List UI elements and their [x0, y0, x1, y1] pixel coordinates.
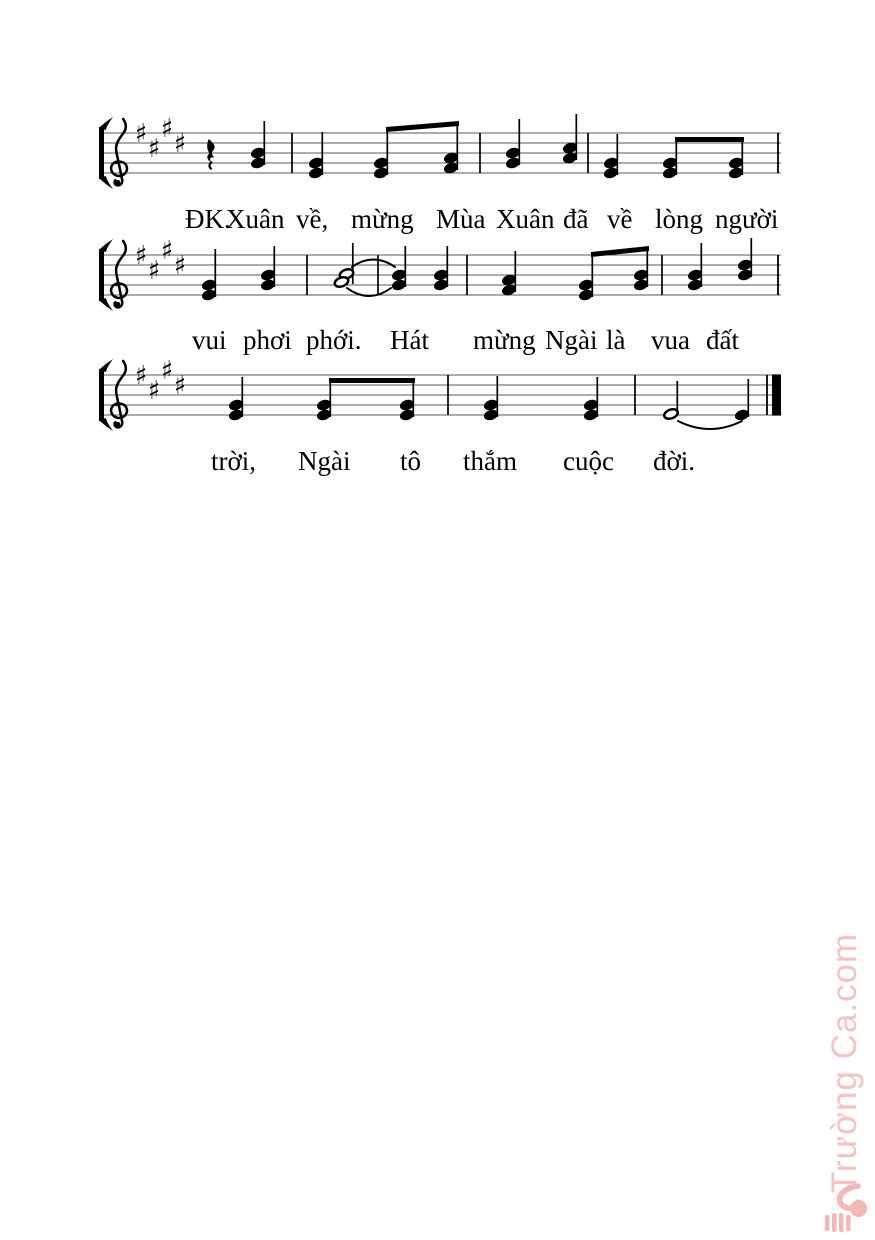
chord [260, 246, 277, 292]
system-bracket [99, 127, 104, 179]
lyric-word: Hát [390, 325, 429, 355]
chord [728, 138, 745, 180]
sharp-sign: ♯ [160, 114, 174, 144]
sharp-sign: ♯ [160, 236, 174, 266]
lyric-word: đời. [653, 446, 696, 476]
treble-clef-icon [111, 361, 127, 428]
chord [583, 377, 600, 422]
lyric-word: Ngài [545, 325, 598, 355]
lyric-word: đã [563, 204, 589, 234]
chord [505, 119, 522, 170]
logo-bar [825, 1215, 830, 1231]
chord [603, 134, 620, 180]
sharp-sign: ♯ [173, 371, 187, 401]
chord [737, 238, 754, 282]
staff-system-1 [99, 114, 781, 189]
chord [562, 114, 579, 165]
beam [675, 137, 744, 142]
lyric-word: Ngài [298, 446, 351, 476]
sharp-sign: ♯ [160, 356, 174, 386]
lyric-word: vua [651, 325, 690, 355]
staff-system-2 [99, 236, 781, 311]
lyric-word: vui [192, 325, 227, 355]
chord [443, 122, 460, 175]
chord [250, 121, 267, 170]
sharp-sign: ♯ [134, 119, 148, 149]
sharp-sign: ♯ [134, 361, 148, 391]
sharp-sign: ♯ [147, 376, 161, 406]
lyric-word: Xuân [226, 204, 285, 234]
chord [316, 381, 333, 422]
treble-clef-icon [111, 119, 127, 186]
chord [391, 246, 408, 292]
lyric-word: phơi [243, 325, 292, 355]
bracket-serif-bottom [99, 418, 113, 431]
lyric-word: Mùa [436, 204, 486, 234]
chord [483, 376, 500, 422]
logo-bar [832, 1213, 837, 1232]
chord [373, 128, 390, 180]
lyric-word: trời, [211, 446, 257, 476]
bracket-serif-top [99, 239, 113, 252]
lyric-word: là [606, 325, 626, 355]
chord [228, 377, 245, 422]
bracket-serif-top [99, 117, 113, 130]
tie [678, 421, 742, 429]
final-barline-thick [772, 374, 781, 415]
notehead-open [333, 275, 349, 288]
lyric-word: lòng [655, 204, 704, 234]
chord [501, 251, 518, 297]
music-note-logo-icon [822, 1183, 869, 1235]
watermark-truongca: Trường Ca.com [825, 932, 864, 1194]
beam [329, 378, 415, 383]
lyric-word: tô [400, 446, 422, 476]
lyric-word: mừng [473, 325, 536, 355]
treble-clef-icon [111, 241, 127, 308]
logo-bar [839, 1213, 844, 1232]
chord [433, 246, 450, 292]
lyric-word: về [607, 204, 633, 234]
logo-notehead [850, 1200, 867, 1217]
logo-bar [846, 1215, 851, 1231]
staff-system-3 [99, 356, 781, 431]
lyric-word: mừng [351, 204, 414, 234]
lyric-word: thắm [463, 446, 517, 476]
tie [352, 260, 395, 268]
bracket-serif-bottom [99, 298, 113, 311]
lyric-word: cuộc [563, 446, 614, 476]
bracket-serif-top [99, 359, 113, 372]
sharp-sign: ♯ [173, 129, 187, 159]
sharp-sign: ♯ [147, 256, 161, 286]
chord [399, 381, 416, 422]
sharp-sign: ♯ [173, 251, 187, 281]
lyric-word: phới. [306, 325, 362, 355]
chord [308, 132, 325, 180]
chord [333, 243, 354, 289]
system-bracket [99, 369, 104, 421]
sharp-sign: ♯ [147, 134, 161, 164]
bracket-serif-bottom [99, 176, 113, 189]
sharp-sign: ♯ [134, 241, 148, 271]
chord [578, 253, 595, 302]
lyric-word: Xuân [496, 204, 555, 234]
system-bracket [99, 249, 104, 301]
chord [687, 243, 704, 292]
lyric-word: ĐK. [185, 204, 231, 234]
lyric-word: đất [706, 325, 739, 355]
chord [662, 138, 679, 180]
beam [386, 121, 459, 132]
chord [663, 381, 679, 421]
lyric-word: về, [296, 204, 329, 234]
lyric-word: người [715, 204, 779, 234]
